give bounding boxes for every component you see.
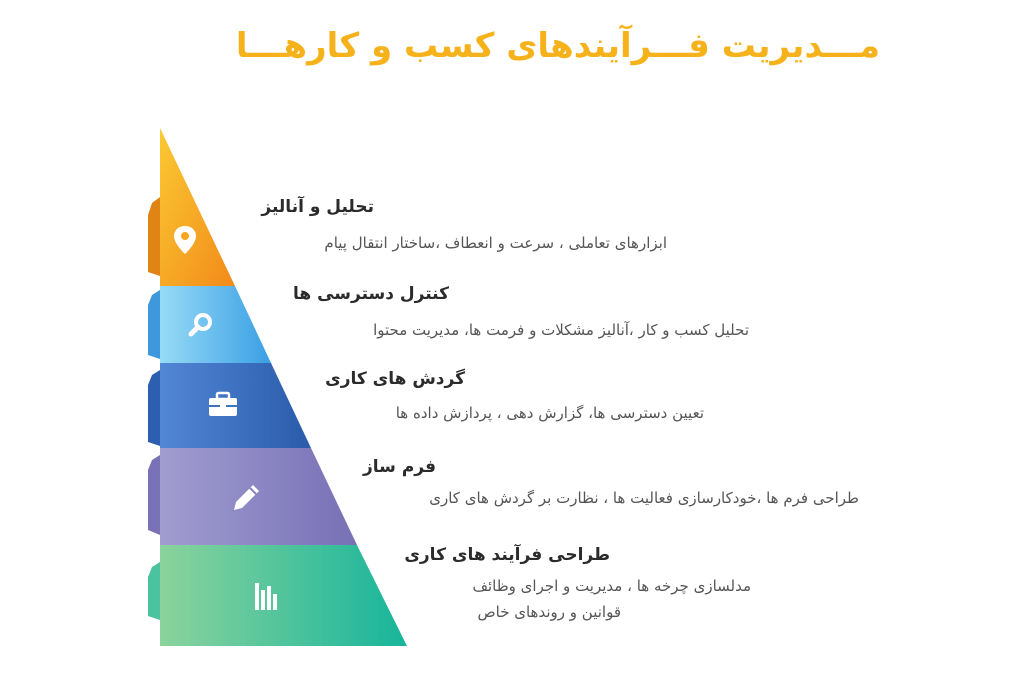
layer-5-tab <box>148 562 160 620</box>
layer-2-band <box>160 286 271 363</box>
layer-1-description <box>324 230 667 256</box>
page-title: مـــدیریت فـــرآیندهای کسب و کارهـــا <box>235 26 880 66</box>
layer-3-desc-line: تعیین دسترسی ها، گزارش دهی ، پردازش داده ها <box>395 404 704 422</box>
layer-1-title: تحلیل و آنالیز <box>261 197 374 217</box>
layer-4-tab <box>148 455 160 535</box>
layer-4-desc-line: طراحی فرم ها ،خودکارسازی فعالیت ها ، نظارت بر گردش های کاری <box>429 489 859 507</box>
layer-4-title: فرم ساز <box>363 457 436 477</box>
layer-4-band <box>160 448 357 545</box>
layer-1-tab <box>148 197 160 276</box>
layer-4-description <box>429 485 859 511</box>
layer-5-band <box>160 545 407 646</box>
layer-3-title: گردش های کاری <box>325 369 465 389</box>
layer-5-description <box>472 573 751 625</box>
layer-2-tab <box>148 290 160 359</box>
layer-5-desc-line-1: مدلسازی چرخه ها ، مدیریت و اجرای وظائف <box>472 577 751 595</box>
layer-1-band <box>160 128 235 286</box>
layer-5-title: طراحی فرآیند های کاری <box>404 545 610 565</box>
layer-1-desc-line: ابزارهای تعاملی ، سرعت و انعطاف ،ساختار انتقال پیام <box>324 234 667 252</box>
layer-5-desc-line-2: قوانین و روندهای خاص <box>477 603 621 621</box>
layer-2-description <box>373 317 749 343</box>
layer-2-title: کنترل دسترسی ها <box>293 284 449 304</box>
layer-3-description <box>396 400 704 426</box>
layer-2-desc-line: تحلیل کسب و کار ،آنالیز مشکلات و فرمت ها، مدیریت محتوا <box>373 321 749 339</box>
layer-3-tab <box>148 370 160 446</box>
